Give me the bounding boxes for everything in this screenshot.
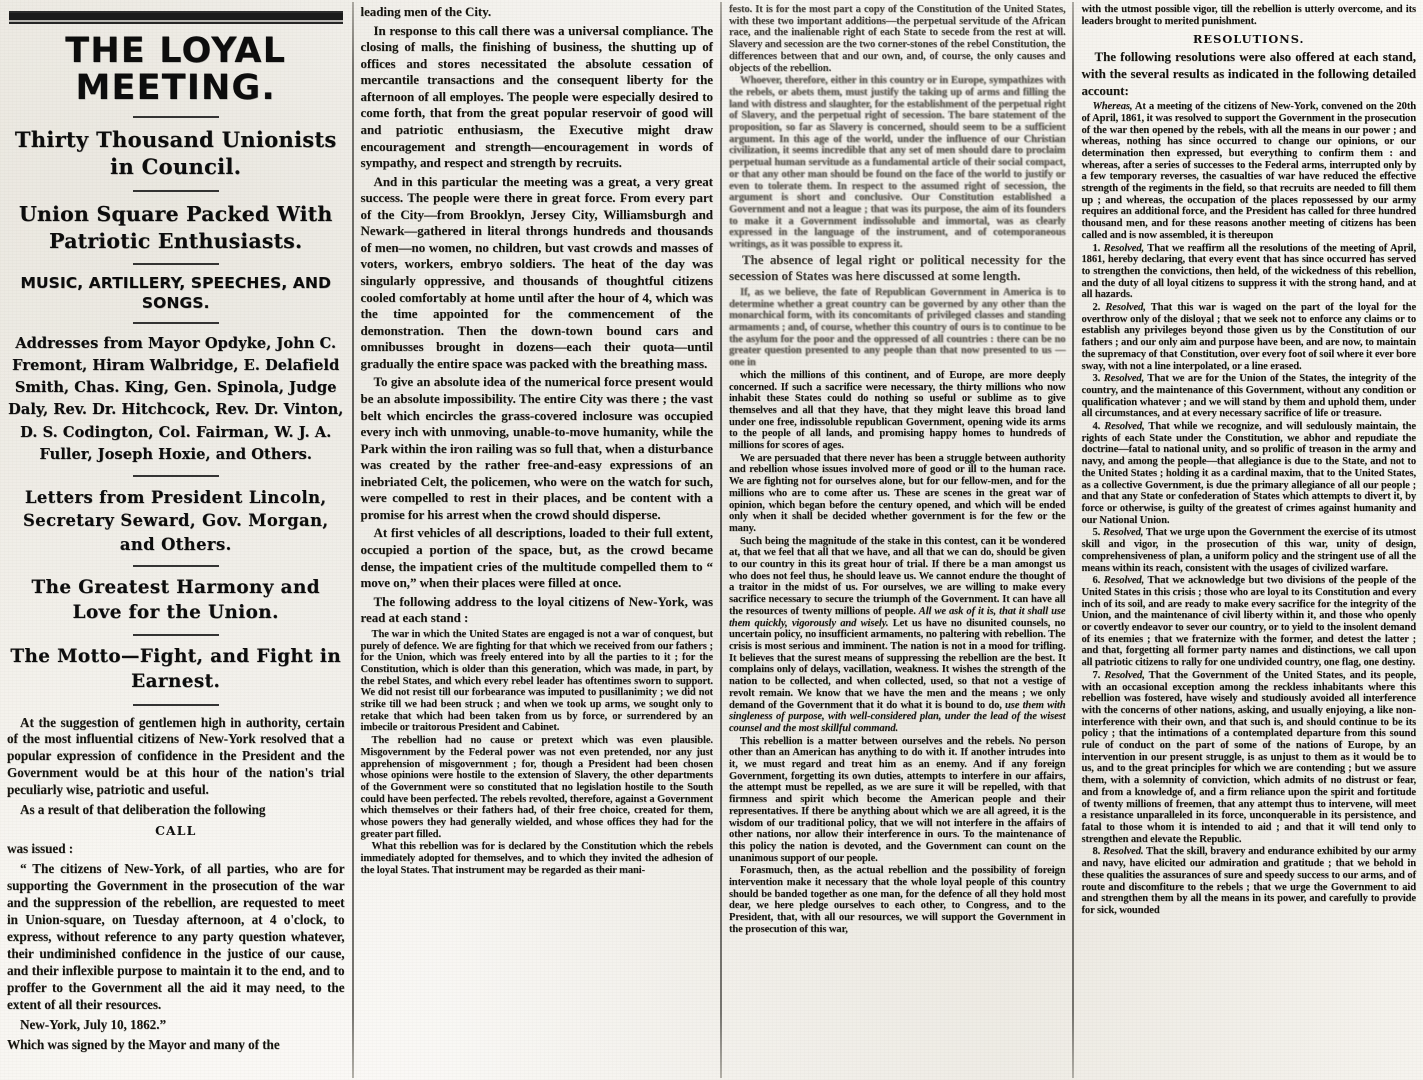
paragraph: The absence of legal right or political necessity for the secession of States was here discussed at some length. [728, 251, 1066, 284]
headline-divider-8 [133, 704, 219, 706]
resolution-label: Resolved, [1103, 242, 1145, 254]
column-4-body [1081, 4, 1416, 917]
address-paragraph: The rebellion had no cause or pretext which was even plausible. Misgovernment by the Federal power was not even pretended, nor any just apprehension of misgovernment ; for, though a President had been chosen whose opinions were hostile to the extension of Slavery, the other departments of the Government were so constituted that no legislation hostile to the South could have been perfected. The rebels revolted, therefore, against a Government which themselves or their fathers had, of their free choice, created for them, whose powers they had generally wielded, and whose offices they had for the greater part filled. [360, 735, 713, 840]
resolution-text: That the Government of the United States, and its people, with an occasional exception among the reckless inhabitants where this rebellion was fostered, have wisely and studiously avoided all interference with the concerns of other nations, asking, and usually enjoying, a like non-interference with their own, and that such is, and should continue to be its policy ; that the intimations of a contemplated departure from this sound rule of conduct on the part of some of the nations of Europe, by an intervention in our present struggle, is as unjust to them as it would be to us, and to the great principles for which we are contending ; but we assure them, with a solemnity of conviction, which admits of no distrust or fear, and from a knowledge of, and a firm reliance upon the spirit and fortitude of twenty millions of freemen, that any attempt thus to intervene, will meet a resistance unparalleled in its force, unconquerable in its persistence, and fatal to those whom it is intended to aid ; and that it will tend only to strengthen and elevate the Republic. [1081, 669, 1417, 845]
column-3-body [729, 4, 1066, 936]
headline-divider-7 [133, 634, 219, 636]
resolution-number: 3. [1092, 373, 1104, 385]
resolution-item [1081, 421, 1416, 526]
resolution-text: That we reaffirm all the resolutions of the meeting of April, 1861, hereby declaring, that every event that has since occurred has served to strengthen the convictions, then held, of the wickedness of this rebellion, and the duty of all loyal citizens to suppress it with the strong hand, and at all hazards. [1081, 242, 1417, 301]
column-2 [354, 0, 720, 1080]
call-heading: CALL [155, 823, 197, 839]
resolution-label: Resolved, [1105, 302, 1146, 314]
emphasis-run: use them with singleness of purpose, with well-considered plan, under the lead of the wisest counsel and the most skillful command. [728, 699, 1066, 734]
resolution-item [1081, 575, 1416, 669]
headline-divider-6 [133, 565, 219, 567]
whereas-label: Whereas, [1092, 101, 1133, 113]
address-paragraph: Forasmuch, then, as the actual rebellion and the possibility of foreign intervention make it necessary that the whole loyal people of this country should be banded together as one man, for the defence of all they hold most dear, we here pledge ourselves to each other, to Congress, and to the President, that, with all our resources, we will support the Government in the prosecution of this war, [728, 865, 1066, 935]
resolution-item [1081, 373, 1416, 420]
headline-divider-5 [133, 475, 219, 477]
resolution-text: That the skill, bravery and endurance exhibited by our army and navy, have elicited our admiration and gratitude ; that we behold in these qualities the assurances of sure and speedy success to our arms, and of route and discomfiture to the rebels ; that we urge the Government to aid and strengthen them by all the means in its power, and carefully to provide for sick, wounded [1081, 846, 1417, 916]
text-run: At a meeting of the citizens of New-York, convened on the 20th of April, 1861, it was resolved to support the Government in the prosecution of the war then opened by the rebels, with all the means in our power ; and whereas, nothing has since occurred to change our opinions, or our determination then expressed, but everything to confirm them : and whereas, after a series of successes to the Federal arms, interrupted only by a few temporary reverses, the casualties of war have reduced the effective strength of the regiments in the field, so that recruits are needed to fill them up ; and whereas, the occupation of the places repossessed by our army requires an additional force, and the President has called for three hundred thousand men, and for these reasons another meeting of citizens has been called and is now assembled, it is thereupon [1081, 101, 1417, 241]
resolution-text: That we urge upon the Government the exercise of its utmost skill and vigor, in the prosecution of this war, unity of design, comprehensiveness of plan, a uniform policy and the stringent use of all the means within its reach, consistent with the usages of civilized warfare. [1081, 527, 1417, 574]
text-run: Such being the magnitude of the stake in this contest, can it be wondered at, that we feel that all that we have, and all that we can do, should be given to our country in this its great hour of trial. If there be a man amongst us who does not feel thus, he should leave us. We cannot endure the thought of a traitor in the midst of us. For ourselves, we are willing to make every sacrifice necessary to secure the triumph of the Government. It can have all the resources of twenty millions of people. [728, 535, 1066, 617]
headline-deck-5: Letters from President Lincoln, Secretary Seward, Gov. Morgan, and Others. [23, 488, 329, 554]
resolution-number: 1. [1092, 242, 1104, 254]
address-paragraph: If, as we believe, the fate of Republican Government in America is to determine whether a great country can be governed by any other than the monarchical form, with its concomitants of privileged classes and standing armaments ; and, of course, whether this country of ours is to continue to be the asylum for the poor and the oppressed of all countries : there can be no greater question presented to any people than that now presented to us — one in [728, 286, 1066, 369]
page-headline: THE LOYAL MEETING. [65, 31, 287, 109]
headline-divider-1 [133, 116, 219, 118]
address-paragraph: This rebellion is a matter between ourselves and the rebels. No person other than an American has anything to do with it. If another intrudes into it, we must regard and treat him as an enemy. And if any foreign Government, forgetting its own duties, attempts to interfere in our affairs, the attempt must be repelled, as we are sure it will be repelled, with that firmness and spirit which become the American people and their representatives. If there be anything about which we are all agreed, it is the wisdom of our traditional policy, that we will not interfere in the affairs of other nations, nor allow their interference in ours. To the maintenance of this policy the nation is devoted, and the Government can count on the unanimous support of our people. [728, 735, 1066, 864]
resolutions-heading: RESOLUTIONS. [1192, 32, 1305, 47]
column-4 [1074, 0, 1423, 1080]
resolution-list [1081, 243, 1416, 917]
headline-deck-1: Thirty Thousand Unionists in Council. [14, 127, 337, 180]
headline-divider-3 [133, 263, 219, 265]
resolution-text: That we are for the Union of the States, the integrity of the country, and the maintenance of this Government, without any condition or qualification whatever ; and we will stand by them and uphold them, under all circumstances, and at every necessary sacrifice of life or treasure. [1081, 373, 1417, 420]
masthead-top-rule-thin [9, 22, 343, 24]
resolution-item [1081, 846, 1416, 916]
headline-deck-4: Addresses from Mayor Opdyke, John C. Fremont, Hiram Walbridge, E. Delafield Smith, Chas. King, Gen. Spinola, Judge Daly, Rev. Dr. Hitchcock, Rev. Dr. Vinton, D. S. Codington, Col. Fairman, W. J. A. Fuller, Joseph Hoxie, and Others. [8, 334, 344, 463]
address-paragraph: Whoever, therefore, either in this country or in Europe, sympathizes with the rebels, or abets them, must justify the taking up of arms and filling the land with distress and slaughter, for the establishment of the perpetual right of Slavery, and the perpetual right of secession. The bare statement of the proposition, so far as Slavery is concerned, should seem to be a sufficient argument. In this age of the world, under the influence of our Christian civilization, it seems incredible that any set of men should dare to proclaim perpetual human servitude as a fundamental article of their social compact, or that any other man should be found on the face of the world to justify or even to tolerate them. In respect to the assumed right of secession, the argument is short and conclusive. Our Constitution established a Government and not a league ; that was its purpose, the aim of its founders to make it a Government indissoluble and immortal, was as clearly expressed in the language of the instrument, and of cotemporaneous writings, as it was possible to express it. [728, 75, 1066, 251]
text-run: Let us have no disunited counsels, no uncertain policy, no insufficient armaments, no paltering with rebellion. The crisis is most serious and imminent. The nation is not in a mood for trifling. It believes that the surest means of suppressing the rebellion are the best. It complains only of delays, vacillation, weakness. It wishes the strength of the nation to be collected, and when collected, used, so that not a vestige of revolt remain. We know that we have the men and the means ; we only demand of the Government that it do what it is bound to do, [728, 617, 1066, 711]
resolution-label: Resolved, [1103, 373, 1145, 385]
resolution-number: 8. [1092, 846, 1103, 858]
headline-deck-2: Union Square Packed With Patriotic Enthusiasts. [18, 201, 333, 253]
address-paragraph: We are persuaded that there never has been a struggle between authority and rebellion whose issues involved more of good or ill to the human race. We are fighting not for ourselves alone, but for our fellow-men, and for the millions who are to come after us. These are scenes in the great war of opinion, which began before the century opened, and which will be ended only when it shall be decided whether government is for the few or the many. [728, 452, 1066, 534]
paragraph: To give an absolute idea of the numerical force present would be an absolute impossibility. The entire City was there ; the vast belt which encircles the grass-covered inclosure was occupied every inch with unmoving, unable-to-move humanity, while the Park within the iron railing was so full that, when a disturbance was created by the rather free-and-easy expressions of an inebriated Celt, the policemen, who were on the watch for such, were compelled to rest in their places, and be content with a promise for his arrest when the crowd should disperse. [360, 374, 713, 522]
resolution-label: Resolved, [1104, 421, 1145, 433]
resolution-text: That we acknowledge but two divisions of the people of the United States in this crisis ; those who are loyal to its Constitution and every inch of its soil, and are ready to make every sacrifice for the integrity of the Union, and the maintenance of civil liberty within it, and those who openly or covertly endeavor to sever our country, or to yield to the insolent demand of its enemies ; that we fraternize with the former, and detest the latter ; and that, forgetting all former party names and distinctions, we call upon all patriotic citizens to rally for one undivided country, one flag, one destiny. [1081, 575, 1417, 669]
headline-divider-4 [133, 322, 219, 324]
call-body: “ The citizens of New-York, of all parties, who are for supporting the Government in the prosecution of the war and the suppression of the rebellion, are requested to meet in Union-square, on Tuesday afternoon, at 4 o'clock, to express, without reference to any party question whatever, their undiminished confidence in the justice of our cause, and their inflexible purpose to maintain it to the end, and to proffer to the Government all the aid it may need, to the extent of all their resources. [7, 861, 345, 1012]
column-1-body [7, 715, 345, 1054]
address-paragraph: which the millions of this continent, and of Europe, are more deeply concerned. If such a sacrifice were necessary, the thirty millions who now inhabit these States could do nothing so useful or sublime as to give themselves and all that they have, that they might leave this broad land under one free, indissoluble republican Government, opening wide its arms to the people of all lands, and promising happy homes to hundreds of millions for scores of ages. [728, 369, 1066, 452]
resolution-number: 4. [1092, 421, 1105, 433]
resolution-label: Resolved, [1103, 575, 1145, 587]
resolution-text: That this war is waged on the part of the loyal for the overthrow only of the disloyal ; that we seek not to enforce any claims or to establish any privileges beyond those given us by the Constitution of our fathers ; and our only aim and purpose have been, and are now, to maintain the supremacy of that Constitution, over every foot of soil where it ever bore sway, with not a line interpolated, or a line erased. [1081, 302, 1417, 372]
paragraph: leading men of the City. [360, 4, 492, 19]
paragraph: At first vehicles of all descriptions, loaded to their full extent, occupied a portion of the space, but, as the crowd became dense, the impatient cries of the multitude compelled them to “ move on,” when their places were filled at once. [360, 525, 713, 591]
paragraph: Which was signed by the Mayor and many of the [7, 1036, 280, 1052]
resolution-text: That while we recognize, and will sedulously maintain, the rights of each State under the Constitution, we abhor and repudiate the doctrine—fatal to national unity, and so prolific of treason in the army and navy, and among the people—that allegiance is due to the State, and not to the United States ; holding it as a cardinal maxim, that to the United States, as a collective Government, is due the primary allegiance of all our people ; and that any State or confederation of States which attempts to divert it, by force or otherwise, is guilty of the greatest of crimes against humanity and our National Union. [1081, 421, 1417, 526]
address-paragraph: What this rebellion was for is declared by the Constitution which the rebels immediately adopted for themselves, and to which they invited the adhesion of the loyal States. That instrument may be regarded as their mani- [360, 841, 713, 876]
paragraph: At the suggestion of gentlemen high in authority, certain of the most influential citizens of New-York resolved that a popular expression of confidence in the President and the Government would be at this hour of the nation's trial peculiarly wise, patriotic and useful. [7, 714, 345, 798]
resolution-label: Resolved, [1104, 669, 1145, 681]
paragraph: The following resolutions were also offered at each stand, with the several results as indicated in the following detailed account: [1081, 49, 1417, 98]
column-1 [0, 0, 352, 1080]
headline-divider-2 [133, 190, 219, 192]
resolution-number: 2. [1092, 302, 1106, 314]
resolution-label: Resolved. [1103, 846, 1144, 858]
paragraph: The following address to the loyal citizens of New-York, was read at each stand : [360, 593, 713, 626]
headline-deck-6: The Greatest Harmony and Love for the Union. [31, 576, 321, 623]
resolution-number: 6. [1092, 575, 1104, 587]
column-3 [722, 0, 1073, 1080]
address-paragraph: The war in which the United States are engaged is not a war of conquest, but purely of defence. We are fighting for that which we received from our fathers ; for the Union, which was freely entered into by all the parties to it ; for the Constitution, which is older than this generation, which was made, in part, by the rebel States, and which every rebel leader has oftentimes sworn to support. We did not resist till our forbearance was imputed to pusillanimity ; we did not strike till we had been struck ; and when we took up arms, we sought only to retake that which had been taken from us by force, or surrendered by an imbecile or traitorous President and Cabinet. [360, 628, 713, 734]
paragraph: As a result of that deliberation the following [20, 802, 266, 818]
address-paragraph: festo. It is for the most part a copy of the Constitution of the United States, with these two important additions—the perpetual servitude of the African race, and the inalienable right of each State to secede from the rest at will. Slavery and secession are the two corner-stones of the rebel Constitution, the differences between that and our own, and, of course, the only causes and objects of the rebellion. [728, 4, 1066, 74]
call-dateline: New-York, July 10, 1862.” [20, 1016, 167, 1032]
resolution-label: Resolved, [1102, 527, 1144, 539]
resolution-number: 5. [1092, 527, 1103, 539]
emphasis-run: All we ask of it is, that it shall use them quickly, vigorously and wisely. [728, 605, 1066, 629]
resolution-item [1081, 670, 1416, 846]
paragraph: with the utmost possible vigor, till the rebellion is utterly overcome, and its leaders brought to merited punishment. [1081, 4, 1417, 27]
resolution-item [1081, 527, 1416, 574]
headline-deck-7: The Motto—Fight, and Fight in Earnest. [10, 646, 342, 692]
resolution-item [1081, 243, 1416, 302]
paragraph: was issued : [7, 841, 74, 857]
column-2-body [361, 4, 713, 877]
address-paragraph [729, 536, 1066, 735]
whereas-paragraph [1081, 101, 1416, 241]
resolution-number: 7. [1092, 669, 1105, 681]
masthead-top-rule [9, 11, 343, 20]
headline-deck-3: MUSIC, ARTILLERY, SPEECHES, AND SONGS. [20, 274, 332, 312]
resolution-item [1081, 302, 1416, 372]
paragraph: In response to this call there was a universal compliance. The closing of malls, the finishing of business, the shutting up of offices and stores necessitated the absolute cessation of mercantile transactions and the consequent liberty for the afternoon of all employes. The people were especially desired to come forth, that from the great popular reservoir of good will and patriotic enthusiasm, the Executive might draw encouragement and strength—encouragement in words of sympathy, and respect and strength by recruits. [360, 22, 713, 171]
paragraph: And in this particular the meeting was a great, a very great success. The people were there in great force. From every part of the City—from Brooklyn, Jersey City, Williamsburgh and Newark—gathered in literal throngs hundreds and thousands of men—no women, no children, but vast crowds and masses of voters, workers, embryo soldiers. The heat of the day was singularly oppressive, and thousands of thoughtful citizens cooled comfortably at home until after the hour of 4, which was the time appointed for the commencement of the demonstration. Then the down-town bound cars and omnibusses brought in dozens—each their quota—until gradually the entire space was packed with the breathing mass. [360, 173, 713, 371]
